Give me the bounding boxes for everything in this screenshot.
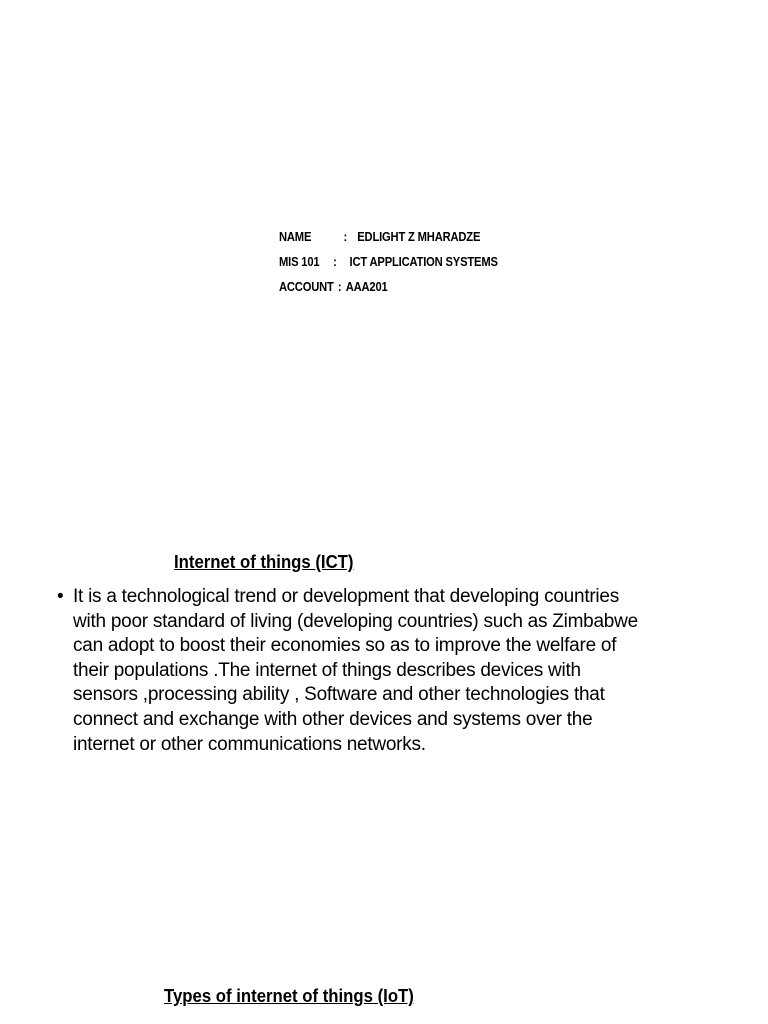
course-separator: : — [333, 254, 337, 269]
account-value: AAA201 — [345, 279, 388, 294]
bullet-icon: • — [57, 586, 64, 607]
student-info-block — [279, 228, 498, 303]
name-separator: : — [343, 229, 348, 244]
course-label: MIS 101 — [279, 254, 320, 269]
name-value: EDLIGHT Z MHARADZE — [357, 229, 481, 244]
name-row — [279, 228, 498, 253]
account-separator: : — [337, 279, 342, 294]
name-label: NAME — [279, 229, 312, 244]
account-label: ACCOUNT — [279, 279, 334, 294]
course-row — [279, 253, 498, 278]
section-heading-internet-of-things: Internet of things (ICT) — [174, 552, 354, 572]
account-row — [279, 278, 498, 303]
section-heading-types-of-iot: Types of internet of things (IoT) — [164, 986, 414, 1006]
course-value: ICT APPLICATION SYSTEMS — [349, 254, 498, 269]
bullet-paragraph — [57, 585, 737, 757]
bullet-text: It is a technological trend or development that developing countries with poor standard of living (developing countries) such as Zimbabwe can adopt to boost their economies so as to improve the welfare of their populations .The internet of things describes devices with sensors ,processing ability , Software and other technologies that connect and exchange with other devices and systems over the internet or other communications networks. — [73, 586, 638, 755]
